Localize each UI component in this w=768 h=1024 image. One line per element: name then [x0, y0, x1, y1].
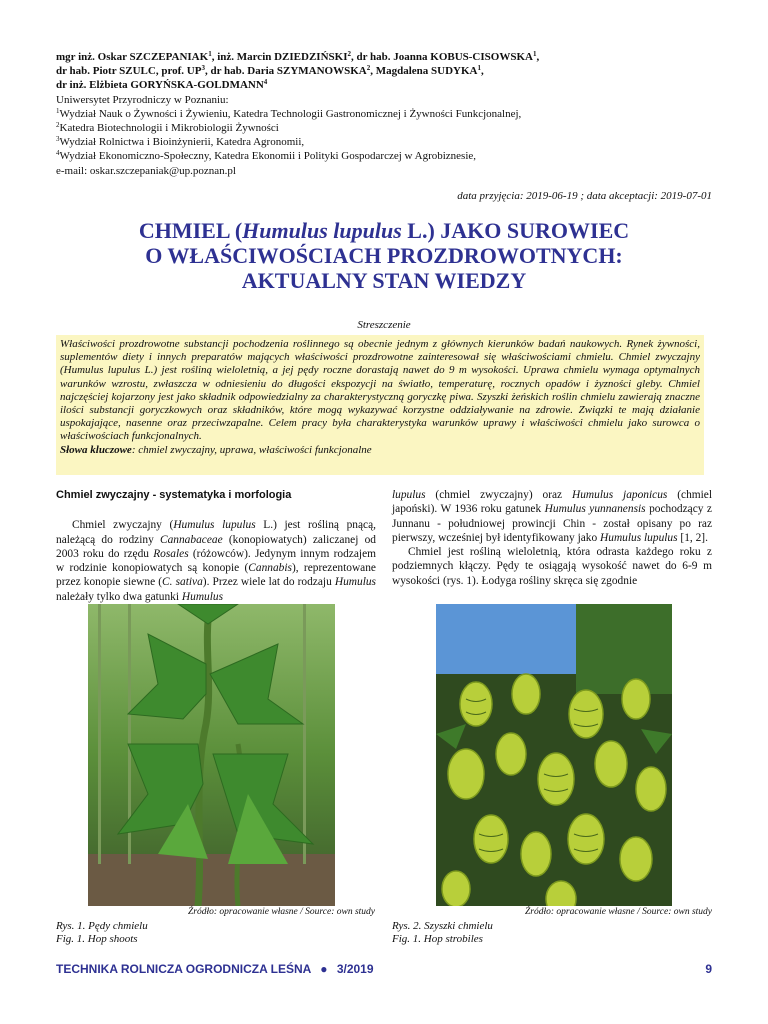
figure-hop-strobiles	[436, 604, 672, 906]
affiliation-3: $^3$Wydział Rolnictwa i Bioinżynierii, Katedra Agronomii,	[56, 135, 305, 149]
author-line-2: dr hab. Piotr SZULC, prof. $UP^3$, dr hab. Daria SZYMANOWSKA$^2$, Magdalena SUDYKA$^1$,	[56, 64, 484, 78]
affiliation-4: $^4$Wydział Ekonomiczno-Społeczny, Katedra Ekonomii i Polityki Gospodarczej w Agrobiznesie,	[56, 149, 477, 163]
page-number: 9	[705, 962, 712, 976]
figure-hop-shoots	[88, 604, 335, 906]
footer-bullet: ●	[320, 962, 328, 976]
author-block	[56, 50, 716, 178]
author-line-1: mgr inż. Oskar SZCZEPANIAK$^1$, inż. Marcin DZIEDZIŃSKI$^2$, dr hab. Joanna KOBUS-CISOWSKA$^1$,	[56, 50, 540, 63]
left-column	[56, 488, 376, 604]
issue: 3/2019	[336, 962, 374, 976]
right-column	[392, 488, 712, 588]
page-footer	[56, 962, 712, 976]
hop-shoots-photo	[88, 604, 335, 906]
figure-2-caption: Rys. 2. Szyszki chmielu Fig. 1. Hop strobiles	[392, 920, 493, 945]
left-paragraph: Chmiel zwyczajny (Humulus lupulus L.) jest rośliną pnącą, należącą do rodziny Cannabaceae (konopiowatych) zaliczanej od 2003 roku do rzędu Rosales (różowców). Jedynym innym rodzajem w rodzinie konopiowatych są konopie (Cannabis), reprezentowane przez konopie siewne (C. sativa). Przez wiele lat do rodzaju Humulus należały tylko dwa gatunki Humulus	[56, 519, 377, 603]
figure-2-source: Źródło: opracowanie własne / Source: own study	[525, 907, 712, 917]
abstract-box	[56, 335, 704, 475]
abstract-text: Właściwości prozdrowotne substancji pochodzenia roślinnego są obecnie jednym z głównych kierunków badań naukowych. Rynek żywności, suplementów diety i innych preparatów mających właściwości prozdrowotne zainteresował się właściwościami chmielu. Chmiel zwyczajny (Humulus lupulus L.) jest rośliną wieloletnią, a jej pędy roczne dorastają nawet do 9 m wysokości. Uprawa chmielu wymaga optymalnych warunków wzrostu, zwłaszcza w odniesieniu do długości ekspozycji na światło, temperaturę, rocznych opadów i żyzności gleby. Chmiel najczęściej kojarzony jest jako składnik odpowiedzialny za charakterystyczną goryczkę piwa. Szyszki żeńskich roślin chmielu zawierają znaczne ilości substancji goryczkowych oraz składników, które mogą wykazywać korzystne oddziaływanie na zdrowie. Związki te mają działanie uspokajające, nasenne oraz przeciwzapalne. Celem pracy była charakterystyka warunków uprawy i właściwości chmielu jako surowca o właściwościach funkcjonalnych.	[60, 338, 700, 443]
author-line-3: dr inż. Elżbieta GORYŃSKA-GOLDMANN$^4$	[56, 78, 268, 92]
journal-name: TECHNIKA ROLNICZA OGRODNICZA LEŚNA	[56, 962, 311, 976]
email: e-mail: oskar.szczepaniak@up.poznan.pl	[56, 164, 236, 177]
abstract-heading: Streszczenie	[357, 319, 411, 331]
figure-1-caption: Rys. 1. Pędy chmielu Fig. 1. Hop shoots	[56, 920, 148, 945]
paper-title: CHMIEL (Humulus lupulus L.) JAKO SUROWIEC O WŁAŚCIWOŚCIACH PROZDROWOTNYCH: AKTUALNY STAN WIEDZY	[138, 218, 630, 293]
keywords: Słowa kluczowe: chmiel zwyczajny, uprawa, właściwości funkcjonalne	[60, 443, 372, 456]
right-paragraph-1: lupulus (chmiel zwyczajny) oraz Humulus japonicus (chmiel japoński). W 1936 roku gatunek Humulus yunnanensis pochodzący z Junnanu - południowej prowincji Chin - został opisany po raz pierwszy, wcześniej był identyfikowany jako Humulus lupulus [1, 2].	[392, 489, 713, 544]
right-paragraph-2: Chmiel jest rośliną wieloletnią, która odrasta każdego roku z podziemnych kłączy. Pędy te osiągają wysokość nawet do 6-9 m wysokości (rys. 1). Łodyga rośliny skręca się zgodnie	[392, 546, 712, 587]
section-heading: Chmiel zwyczajny - systematyka i morfologia	[56, 489, 292, 501]
affiliation-2: $^2$Katedra Biotechnologii i Mikrobiologii Żywności	[56, 121, 279, 135]
dates: data przyjęcia: 2019-06-19 ; data akceptacji: 2019-07-01	[457, 190, 712, 202]
affiliation-1: $^1$Wydział Nauk o Żywności i Żywieniu, Katedra Technologii Gastronomicznej i Żywności Funkcjonalnej,	[56, 106, 522, 120]
figure-1-source: Źródło: opracowanie własne / Source: own study	[188, 907, 375, 917]
hop-strobiles-photo	[436, 604, 672, 906]
university: Uniwersytet Przyrodniczy w Poznaniu:	[56, 93, 229, 106]
